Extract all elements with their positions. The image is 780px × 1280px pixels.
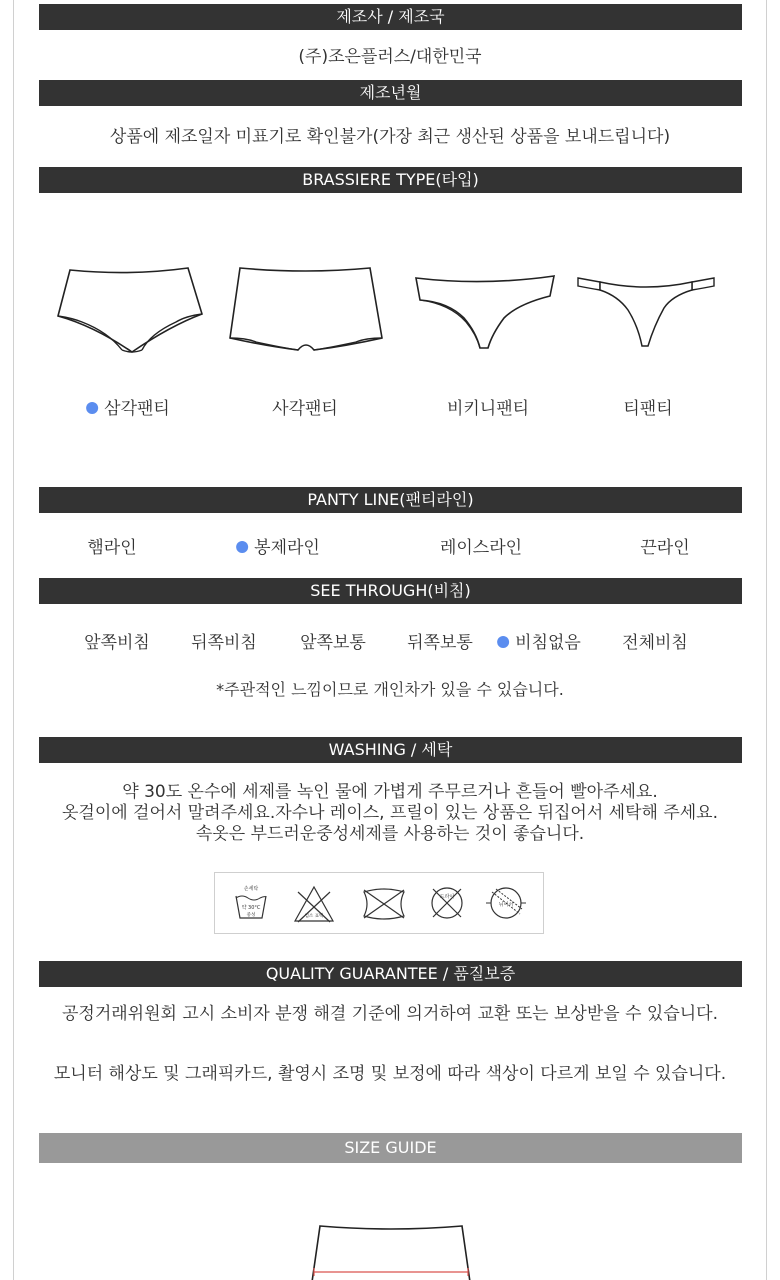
see-through-option-3[interactable]: 앞쪽보통 [300,633,366,653]
quality-line-1: 공정거래위원회 고시 소비자 분쟁 해결 기준에 의거하여 교환 또는 보상받을 수 있습니다. [61,1004,719,1024]
brassiere-option-1[interactable]: 삼각팬티 [86,394,170,419]
selected-dot-icon [86,402,98,414]
svg-text:손세탁: 손세탁 [243,886,259,892]
brassiere-type-header: BRASSIERE TYPE(타입) [39,167,742,193]
size-guide-header: SIZE GUIDE [39,1133,742,1163]
see-through-option-5[interactable]: 비침없음 [497,628,581,653]
hand-wash-icon [232,884,270,924]
brassiere-option-2[interactable]: 사각팬티 [272,399,338,419]
no-dry-clean-icon [428,884,466,922]
no-bleach-icon [292,884,336,924]
washing-line-1: 약 30도 온수에 세제를 녹인 물에 가볍게 주무르거나 흔들어 빨아주세요. [122,782,658,802]
panty-line-header: PANTY LINE(팬티라인) [39,487,742,513]
no-wring-icon [484,882,528,924]
panty-line-option-3[interactable]: 레이스라인 [439,538,523,558]
see-through-option-1[interactable]: 앞쪽비침 [84,633,150,653]
see-through-header: SEE THROUGH(비침) [39,578,742,604]
brassiere-option-3[interactable]: 비키니팬티 [446,399,530,419]
bikini-panty-icon [414,272,558,352]
selected-dot-icon [497,636,509,648]
panty-line-option-1[interactable]: 햄라인 [87,538,137,558]
brassiere-option-4[interactable]: 티팬티 [623,399,673,419]
see-through-option-6[interactable]: 전체비침 [622,633,688,653]
manufacture-date-value: 상품에 제조일자 미표기로 확인불가(가장 최근 생산된 상품을 보내드립니다) [109,127,671,147]
manufacturer-header: 제조사 / 제조국 [39,4,742,30]
panty-line-option-4[interactable]: 끈라인 [640,538,690,558]
quality-header: QUALITY GUARANTEE / 품질보증 [39,961,742,987]
thong-panty-icon [576,274,716,350]
washing-line-2: 옷걸이에 걸어서 말려주세요.자수나 레이스, 프릴이 있는 상품은 뒤집어서 세탁해 주세요. [61,803,719,823]
svg-text:염소 표백: 염소 표백 [304,914,324,919]
washing-header: WASHING / 세탁 [39,737,742,763]
svg-text:중성: 중성 [246,913,256,918]
manufacture-date-header: 제조년월 [39,80,742,106]
see-through-option-4[interactable]: 뒤쪽보통 [407,633,473,653]
washing-line-3: 속옷은 부드러운중성세제를 사용하는 것이 좋습니다. [195,824,585,844]
quality-line-2: 모니터 해상도 및 그래픽카드, 촬영시 조명 및 보정에 따라 색상이 다르게 보일 수 있습니다. [53,1064,727,1084]
no-tumble-dry-icon [360,886,408,922]
see-through-note: *주관적인 느낌이므로 개인차가 있을 수 있습니다. [216,680,564,699]
svg-text:약 30°C: 약 30°C [241,905,261,911]
see-through-option-2[interactable]: 뒤쪽비침 [191,633,257,653]
size-guide-panty-icon [308,1222,474,1280]
svg-text:드라이: 드라이 [439,894,455,900]
manufacturer-value: (주)조은플러스/대한민국 [298,47,482,67]
selected-dot-icon [236,541,248,553]
svg-text:뉘어서: 뉘어서 [498,902,514,908]
triangle-panty-icon [52,264,208,356]
boxer-panty-icon [226,264,386,356]
panty-line-option-2[interactable]: 봉제라인 [236,533,320,558]
